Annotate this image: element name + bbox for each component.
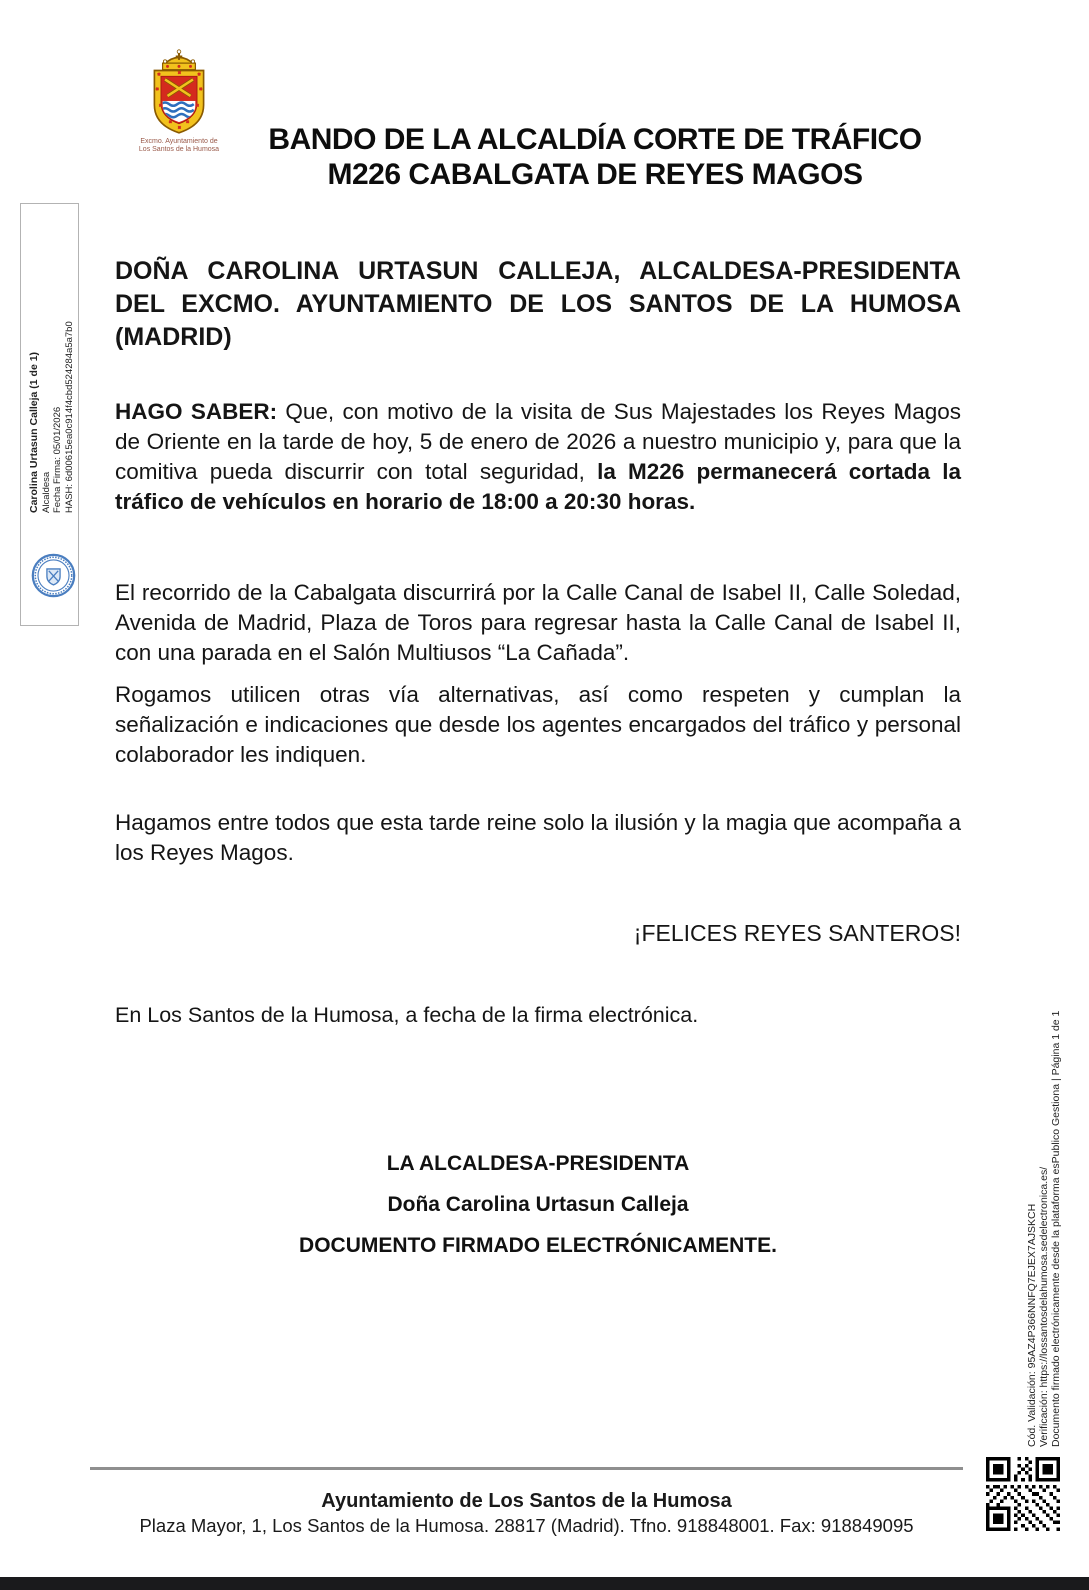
verification-url: Verificación: https://lossantosdelahumosa.sedelectronica.es/ <box>1038 1166 1050 1447</box>
signature-block <box>115 1152 961 1275</box>
validation-margin-text <box>1026 957 1062 1447</box>
hago-saber-text: Que, con motivo de la visita de Sus Majestades los Reyes Magos de Oriente en la tarde de hoy, 5 de enero de 2026 a nuestro municipio y, para que la comitiva pueda discurrir con total seguridad, <box>115 399 961 484</box>
signature-date: Fecha Firma: 05/01/2026 <box>52 406 63 513</box>
wish-paragraph: Hagamos entre todos que esta tarde reine solo la ilusión y la magia que acompaña a los Reyes Magos. <box>115 810 961 865</box>
footer <box>90 1488 963 1538</box>
signature-esign-note: DOCUMENTO FIRMADO ELECTRÓNICAMENTE. <box>299 1234 777 1257</box>
request-paragraph: Rogamos utilicen otras vía alternativas, así como respeten y cumplan la señalización e indicaciones que desde los agentes encargados del tráfico y personal colaborador les indiquen. <box>115 682 961 767</box>
document-title <box>150 122 1040 192</box>
validation-code: Cód. Validación: 95AZ4P366NNFQ7EJEX7AJSKCH <box>1026 1203 1038 1447</box>
logo-caption-line1: Excmo. Ayuntamiento de <box>140 138 218 145</box>
signature-person-name: Doña Carolina Urtasun Calleja <box>387 1193 689 1216</box>
signer-name: Carolina Urtasun Calleja (1 de 1) <box>28 351 40 513</box>
platform-note: Documento firmado electrónicamente desde la plataforma esPublico Gestiona | Página 1 de 1 <box>1050 1010 1062 1447</box>
route-paragraph: El recorrido de la Cabalgata discurrirá por la Calle Canal de Isabel II, Calle Soledad, Avenida de Madrid, Plaza de Toros para regresar hasta la Calle Canal de Isabel II, con una parada en el Salón Multiusos “La Cañada”. <box>115 580 961 665</box>
qr-code <box>986 1457 1060 1531</box>
logo-caption-line2: Los Santos de la Humosa <box>138 145 220 153</box>
hago-saber-bold-clause: la M226 permanecerá cortada la tráfico de vehículos en horario de 18:00 a 20:30 horas. <box>115 459 961 514</box>
hago-saber-label: HAGO SABER: <box>115 399 286 424</box>
document-body <box>115 255 961 1030</box>
hago-saber-paragraph <box>115 397 961 517</box>
footer-org-name: Ayuntamiento de Los Santos de la Humosa <box>321 1490 732 1512</box>
signer-role: Alcaldesa <box>40 471 52 513</box>
footer-address: Plaza Mayor, 1, Los Santos de la Humosa. 28817 (Madrid). Tfno. 918848001. Fax: 918849095 <box>139 1515 914 1536</box>
greeting-line: ¡FELICES REYES SANTEROS! <box>633 920 961 946</box>
addressee-paragraph: DOÑA CAROLINA URTASUN CALLEJA, ALCALDESA-PRESIDENTA DEL EXCMO. AYUNTAMIENTO DE LOS SANTOS DE LA HUMOSA (MADRID) <box>115 257 961 351</box>
seal-stamp-icon <box>30 552 77 599</box>
bottom-scan-bar <box>0 1577 1089 1590</box>
document-title-line2: M226 CABALGATA DE REYES MAGOS <box>327 158 863 191</box>
signature-role-title: LA ALCALDESA-PRESIDENTA <box>386 1152 690 1175</box>
place-date-line: En Los Santos de la Humosa, a fecha de la firma electrónica. <box>115 1003 699 1027</box>
document-title-line1: BANDO DE LA ALCALDÍA CORTE DE TRÁFICO <box>268 123 922 156</box>
signature-margin-text <box>29 313 75 513</box>
signature-hash: HASH: 6d00615ea0c914f4cbd524284a5a7b0 <box>63 321 75 513</box>
footer-divider <box>90 1467 963 1470</box>
